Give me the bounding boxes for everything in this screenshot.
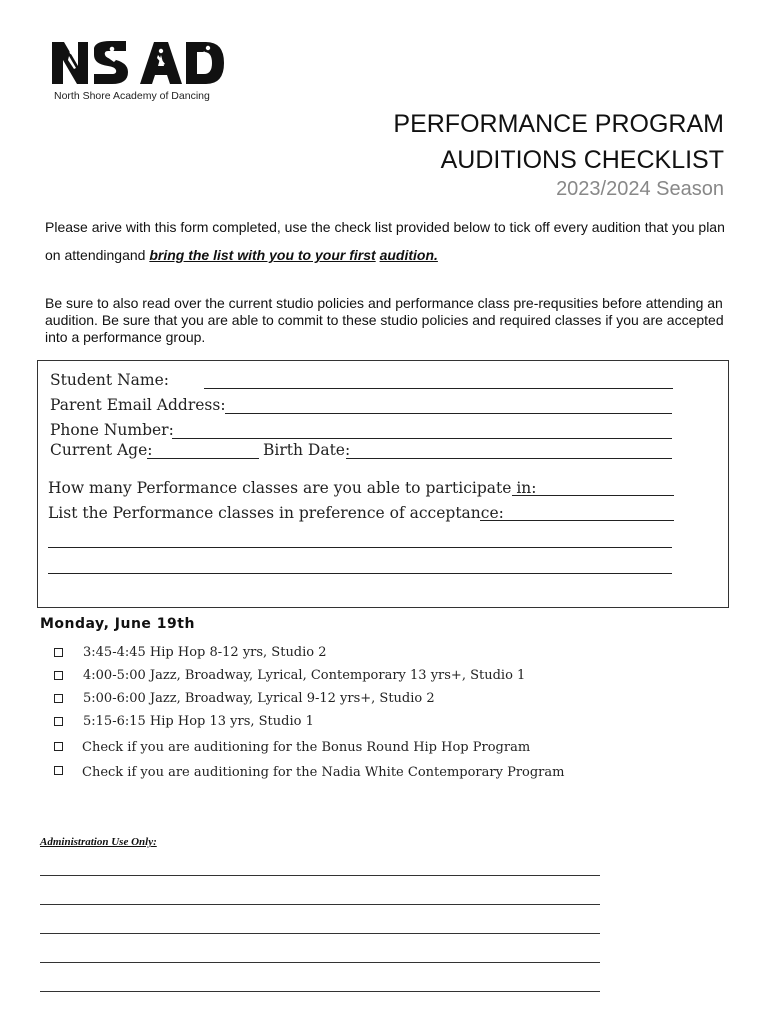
- admin-line-4[interactable]: [40, 962, 600, 963]
- schedule-item-1: 3:45-4:45 Hip Hop 8-12 yrs, Studio 2: [83, 645, 327, 660]
- title-line-1: PERFORMANCE PROGRAM: [393, 110, 724, 138]
- page-title: [393, 106, 724, 178]
- admin-line-3[interactable]: [40, 933, 600, 934]
- title-line-2: AUDITIONS CHECKLIST: [440, 146, 724, 174]
- checkbox-hiphop-13[interactable]: [54, 717, 63, 726]
- checkbox-nadia-white[interactable]: [54, 766, 63, 775]
- intro-text: Please arive with this form completed, use the check list provided below to tick off every audition that you plan on attendingand: [45, 219, 725, 263]
- list-classes-field[interactable]: [480, 520, 674, 521]
- schedule-item-6: Check if you are auditioning for the Nadia White Contemporary Program: [82, 765, 565, 780]
- list-classes-label: List the Performance classes in preference of acceptance:: [48, 504, 504, 522]
- intro-paragraph: [45, 213, 735, 269]
- season-label: 2023/2024 Season: [556, 178, 724, 200]
- current-age-field[interactable]: [147, 458, 259, 459]
- admin-line-5[interactable]: [40, 991, 600, 992]
- how-many-field[interactable]: [512, 495, 674, 496]
- policy-paragraph: Be sure to also read over the current studio policies and performance class pre-requsities before attending an audition. Be sure that you are able to commit to these studio policies and required classes if you are accepted into a performance group.: [45, 295, 724, 345]
- intro-bold-1: bring the list with you to your first: [149, 247, 376, 263]
- schedule-item-2: 4:00-5:00 Jazz, Broadway, Lyrical, Contemporary 13 yrs+, Studio 1: [83, 668, 526, 683]
- checkbox-jazz-9-12[interactable]: [54, 694, 63, 703]
- phone-field[interactable]: [172, 438, 672, 439]
- classes-line-3[interactable]: [48, 573, 672, 574]
- parent-email-label: Parent Email Address:: [50, 396, 226, 414]
- admin-use-label: Administration Use Only:: [40, 836, 157, 848]
- birth-date-field[interactable]: [346, 458, 672, 459]
- schedule-item-5: Check if you are auditioning for the Bonus Round Hip Hop Program: [82, 740, 531, 755]
- checkbox-jazz-13[interactable]: [54, 671, 63, 680]
- schedule-item-3: 5:00-6:00 Jazz, Broadway, Lyrical 9-12 yrs+, Studio 2: [83, 691, 435, 706]
- schedule-item-4: 5:15-6:15 Hip Hop 13 yrs, Studio 1: [83, 714, 314, 729]
- classes-line-2[interactable]: [48, 547, 672, 548]
- intro-bold-2: audition.: [379, 247, 438, 263]
- checkbox-hiphop-8-12[interactable]: [54, 648, 63, 657]
- admin-line-1[interactable]: [40, 875, 600, 876]
- parent-email-field[interactable]: [225, 413, 672, 414]
- logo-graphic: [50, 38, 225, 88]
- admin-line-2[interactable]: [40, 904, 600, 905]
- checkbox-bonus-hiphop[interactable]: [54, 742, 63, 751]
- how-many-label: How many Performance classes are you able to participate in:: [48, 479, 537, 497]
- birth-date-label: Birth Date:: [263, 441, 351, 459]
- student-name-field[interactable]: [204, 388, 673, 389]
- phone-label: Phone Number:: [50, 421, 174, 439]
- schedule-day-heading: Monday, June 19th: [40, 616, 195, 632]
- current-age-label: Current Age:: [50, 441, 153, 459]
- logo-subtitle: North Shore Academy of Dancing: [54, 90, 210, 102]
- student-name-label: Student Name:: [50, 371, 169, 389]
